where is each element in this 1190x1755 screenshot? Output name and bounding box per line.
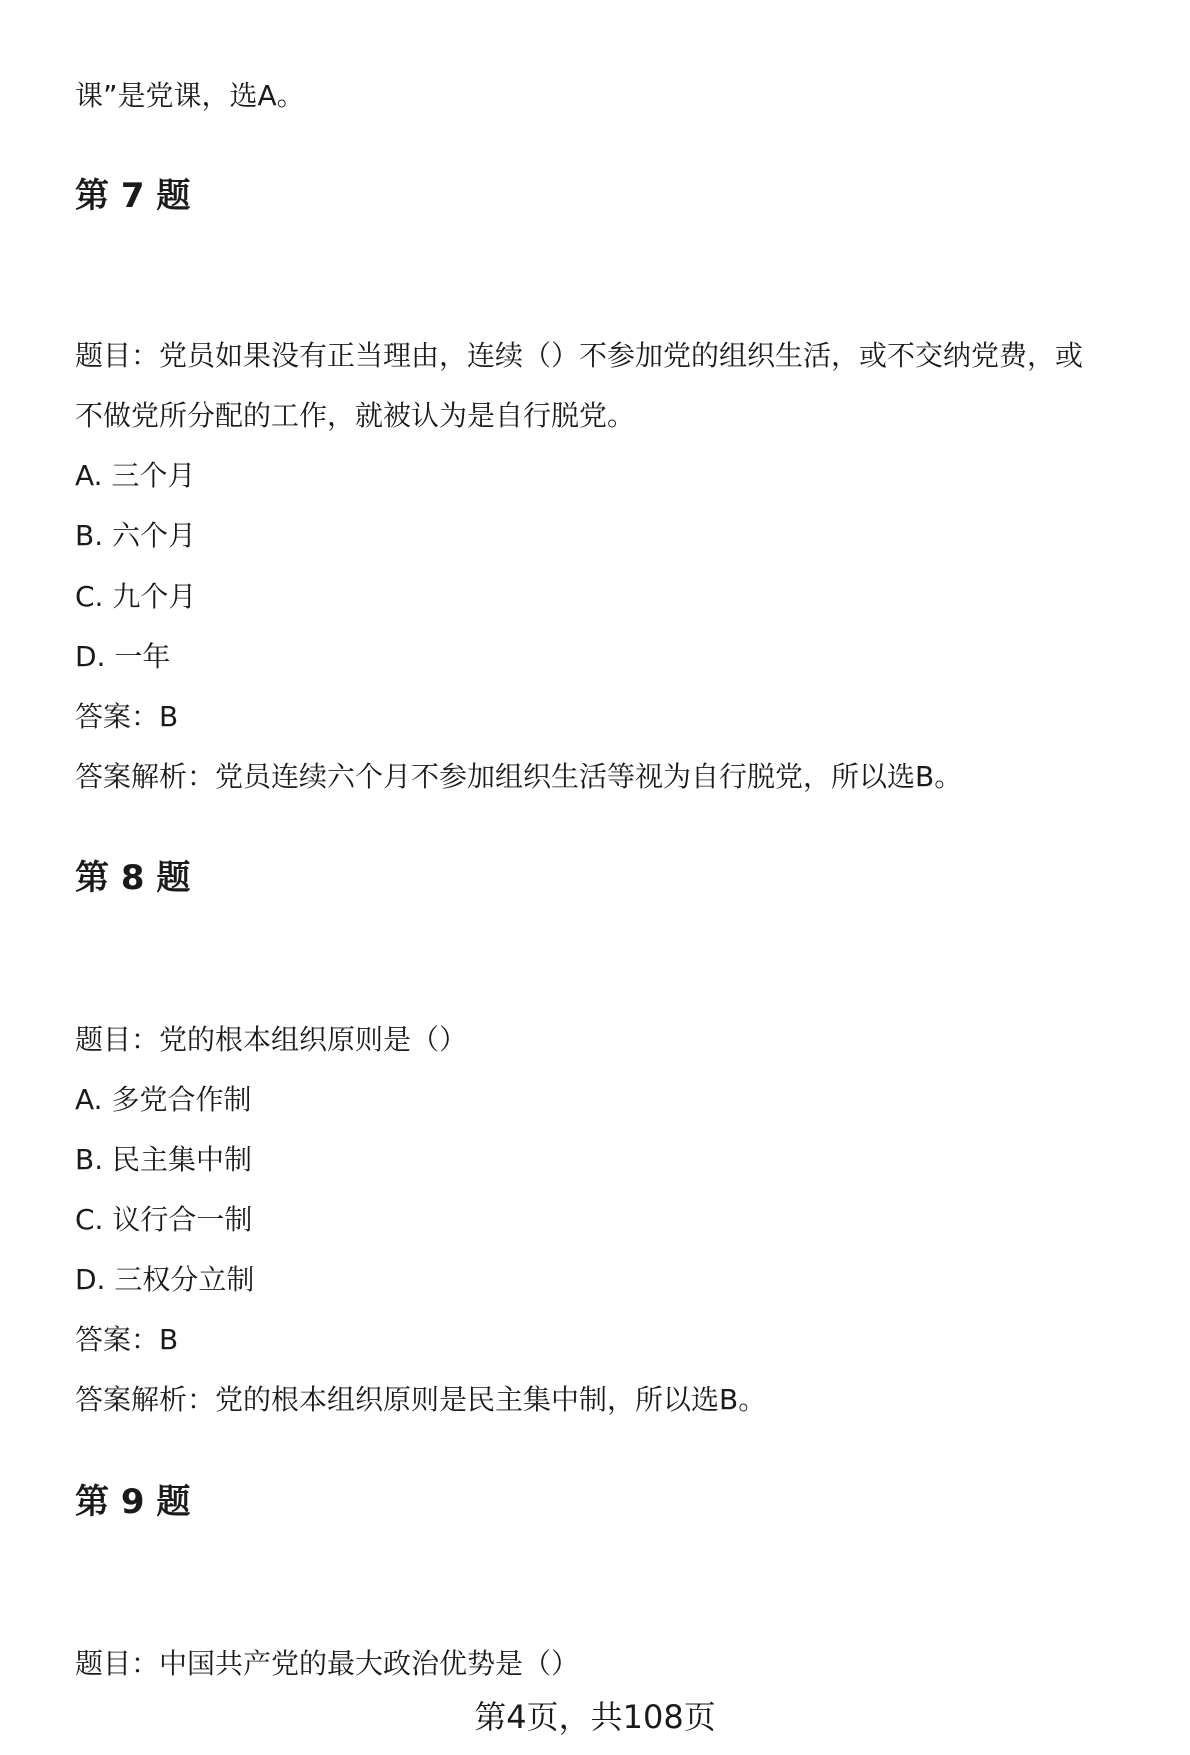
question-8-stem-line-1: 题目：党的根本组织原则是（） — [75, 1023, 468, 1056]
question-8-option-b: B. 民主集中制 — [75, 1143, 253, 1176]
question-8-option-a: A. 多党合作制 — [75, 1083, 252, 1116]
question-7-explanation: 答案解析：党员连续六个月不参加组织生活等视为自行脱党，所以选B。 — [75, 760, 963, 793]
question-7-option-b: B. 六个月 — [75, 519, 197, 552]
question-7-stem-line-2: 不做党所分配的工作，就被认为是自行脱党。 — [75, 399, 636, 432]
question-8-answer: 答案：B — [75, 1323, 179, 1356]
question-9-heading: 第 9 题 — [75, 1482, 191, 1522]
continuation-text: 课”是党课，选A。 — [75, 79, 305, 112]
page-number-footer: 第4页，共108页 — [474, 1698, 716, 1736]
question-8-explanation: 答案解析：党的根本组织原则是民主集中制，所以选B。 — [75, 1383, 767, 1416]
question-7-heading: 第 7 题 — [75, 176, 191, 216]
question-7-option-a: A. 三个月 — [75, 459, 196, 492]
question-9-stem-line-1: 题目：中国共产党的最大政治优势是（） — [75, 1647, 580, 1680]
question-8-heading: 第 8 题 — [75, 858, 191, 898]
question-7-stem-line-1: 题目：党员如果没有正当理由，连续（）不参加党的组织生活，或不交纳党费，或 — [75, 339, 1084, 372]
question-8-option-c: C. 议行合一制 — [75, 1203, 253, 1236]
question-7-option-c: C. 九个月 — [75, 580, 197, 613]
question-7-answer: 答案：B — [75, 700, 179, 733]
question-7-option-d: D. 一年 — [75, 640, 171, 673]
question-8-option-d: D. 三权分立制 — [75, 1263, 255, 1296]
